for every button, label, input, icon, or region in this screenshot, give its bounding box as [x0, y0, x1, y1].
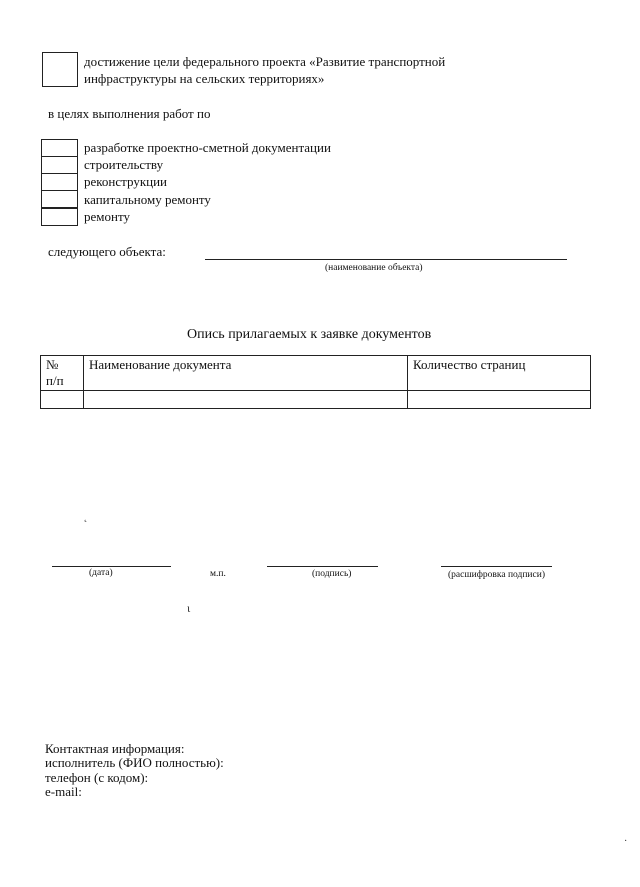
goal-text-line-2: инфраструктуры на сельских территориях» [84, 71, 325, 86]
work-type-label-design: разработке проектно-сметной документации [84, 140, 331, 155]
stamp-place-label: м.п. [210, 569, 226, 579]
scan-speck: ɩ [187, 601, 191, 615]
work-type-label-construction: строительству [84, 157, 164, 172]
object-name-caption: (наименование объекта) [325, 263, 423, 273]
scan-speck: · [624, 836, 628, 847]
scan-speck: ˛ [84, 512, 88, 523]
work-type-label-repair: ремонту [84, 209, 130, 224]
inventory-title: Опись прилагаемых к заявке документов [187, 327, 432, 342]
work-purpose-text: в целях выполнения работ по [48, 106, 211, 121]
work-type-label-major-repair: капитальному ремонту [84, 192, 211, 207]
object-label: следующего объекта: [48, 244, 166, 259]
goal-checkbox[interactable] [42, 52, 78, 87]
date-caption: (дата) [89, 568, 113, 578]
column-header-number: № п/п [41, 356, 84, 391]
checkbox-major-repair[interactable] [41, 190, 78, 208]
date-line[interactable] [52, 566, 171, 567]
signature-decoding-line[interactable] [441, 566, 552, 567]
work-type-label-reconstruction: реконструкции [84, 174, 168, 189]
checkbox-design-documentation[interactable] [41, 139, 78, 157]
column-header-page-count: Количество страниц [408, 356, 591, 391]
signature-decoding-caption: (расшифровка подписи) [448, 570, 545, 580]
signature-line[interactable] [267, 566, 378, 567]
checkbox-reconstruction[interactable] [41, 173, 78, 191]
object-name-line[interactable] [205, 259, 567, 260]
column-header-document-name: Наименование документа [84, 356, 408, 391]
table-cell[interactable] [408, 391, 591, 409]
contacts-title: Контактная информация: [45, 741, 185, 756]
checkbox-construction[interactable] [41, 156, 78, 174]
contacts-email: e-mail: [45, 784, 82, 799]
contacts-phone: телефон (с кодом): [45, 770, 149, 785]
table-cell[interactable] [84, 391, 408, 409]
documents-table [40, 355, 591, 409]
signature-caption: (подпись) [312, 569, 352, 579]
goal-text-line-1: достижение цели федерального проекта «Развитие транспортной [84, 54, 446, 69]
checkbox-repair[interactable] [41, 208, 78, 226]
table-row [41, 391, 591, 409]
table-cell[interactable] [41, 391, 84, 409]
contacts-executor: исполнитель (ФИО полностью): [45, 755, 224, 770]
table-header-row [41, 356, 591, 391]
